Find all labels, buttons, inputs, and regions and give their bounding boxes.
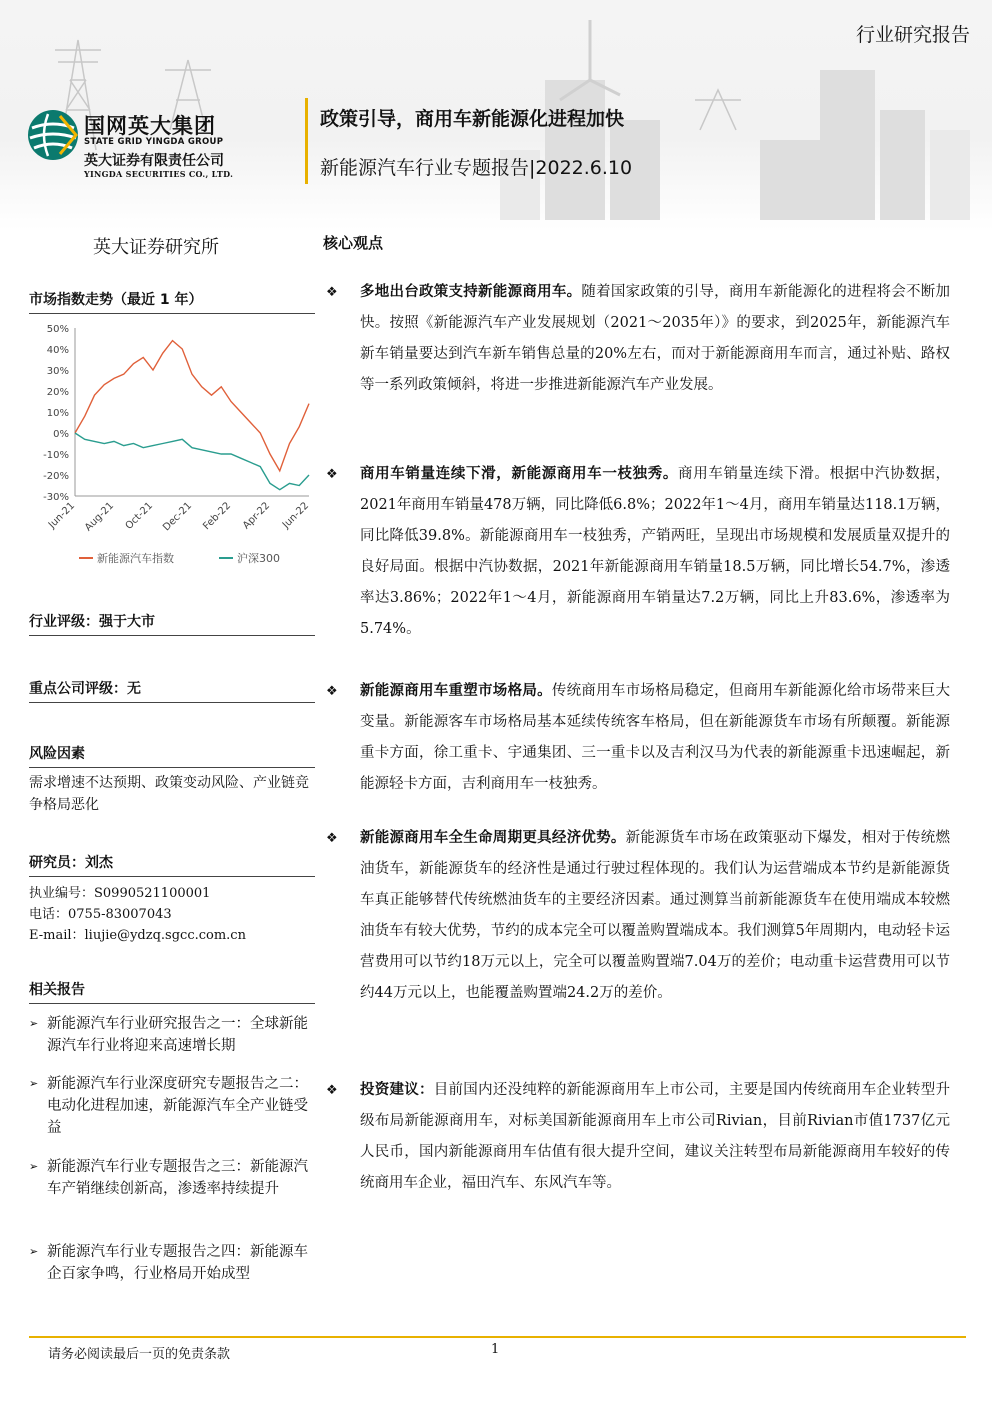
y-tick-label: 10% <box>46 408 69 419</box>
legend-label: 新能源汽车指数 <box>97 552 174 565</box>
related-reports-heading: 相关报告 <box>29 979 315 1004</box>
y-tick-label: -10% <box>43 450 69 461</box>
analyst-phone: 电话：0755-83007043 <box>29 907 172 922</box>
paragraph-lead: 多地出台政策支持新能源商用车。 <box>360 284 582 300</box>
diamond-bullet-icon: ❖ <box>326 285 338 300</box>
x-tick-label: Feb-22 <box>201 500 234 533</box>
arrow-icon: ➢ <box>29 1017 39 1030</box>
logo-subsidiary-name-en: YINGDA SECURITIES CO., LTD. <box>84 169 234 179</box>
company-logo-icon <box>26 108 80 166</box>
core-paragraph <box>360 823 950 1009</box>
arrow-icon: ➢ <box>29 1245 39 1258</box>
related-report-title: 新能源汽车行业专题报告之三：新能源汽车产销继续创新高，渗透率持续提升 <box>47 1159 308 1197</box>
research-institute: 英大证券研究所 <box>93 237 219 258</box>
y-tick-label: 20% <box>46 387 69 398</box>
arrow-icon: ➢ <box>29 1160 39 1173</box>
paragraph-lead: 投资建议： <box>360 1082 434 1098</box>
related-report-item[interactable] <box>29 1241 321 1285</box>
series-line <box>75 341 309 471</box>
page-number: 1 <box>491 1342 500 1357</box>
risk-text: 需求增速不达预期、政策变动风险、产业链竞争格局恶化 <box>29 775 309 813</box>
core-paragraph <box>360 277 950 401</box>
y-tick-label: 40% <box>46 345 69 356</box>
y-tick-label: -20% <box>43 471 69 482</box>
related-report-title: 新能源汽车行业深度研究专题报告之二：电动化进程加速，新能源汽车全产业链受益 <box>47 1076 308 1136</box>
footer-disclaimer[interactable]: 请务必阅读最后一页的免责条款 <box>48 1347 231 1362</box>
paragraph-lead: 新能源商用车全生命周期更具经济优势。 <box>360 830 626 846</box>
diamond-bullet-icon: ❖ <box>326 1083 338 1098</box>
paragraph-text: 新能源货车市场在政策驱动下爆发，相对于传统燃油货车，新能源货车的经济性是通过行驶过程体现的。我们认为运营端成本节约是新能源货车真正能够替代传统燃油货车的主要经济因素。通过测算当前新能源货车在使用端成本较燃油货车有较大优势，节约的成本完全可以覆盖购置端成本。我们测算5年周期内，电动轻卡运营费用可以节约18万元以上，完全可以覆盖购置端7.04万的差价；电动重卡运营费用可以节约44万元以上，也能覆盖购置端24.2万的差价。 <box>360 830 951 1001</box>
chart-series <box>75 341 309 490</box>
y-tick-label: 0% <box>53 429 69 440</box>
logo-subsidiary-name: 英大证券有限责任公司 <box>84 153 224 169</box>
x-tick-label: Oct-21 <box>123 500 156 532</box>
header-divider <box>305 98 308 184</box>
paragraph-text: 随着国家政策的引导，商用车新能源化的进程将会不断加快。按照《新能源汽车产业发展规划（2021～2035年）》的要求，到2025年，新能源汽车新车销量要达到汽车新车销售总量的20%左右，而对于新能源商用车而言，通过补贴、路权等一系列政策倾斜，将进一步推进新能源汽车产业发展。 <box>360 284 951 393</box>
report-title: 政策引导，商用车新能源化进程加快 <box>320 108 625 130</box>
x-tick-label: Aug-21 <box>82 500 117 534</box>
chart-axes <box>75 328 309 496</box>
related-report-item[interactable] <box>29 1073 321 1139</box>
arrow-icon: ➢ <box>29 1077 39 1090</box>
paragraph-lead: 商用车销量连续下滑，新能源商用车一枝独秀。 <box>360 466 679 482</box>
related-report-title: 新能源汽车行业专题报告之四：新能源车企百家争鸣，行业格局开始成型 <box>47 1244 308 1282</box>
market-index-chart <box>29 318 319 578</box>
diamond-bullet-icon: ❖ <box>326 684 338 699</box>
x-tick-label: Dec-21 <box>161 500 195 534</box>
core-paragraph <box>360 459 950 645</box>
x-tick-label: Apr-22 <box>241 500 273 532</box>
risk-heading: 风险因素 <box>29 743 315 768</box>
related-report-item[interactable] <box>29 1156 321 1200</box>
paragraph-text: 商用车销量连续下滑。根据中汽协数据，2021年商用车销量478万辆，同比降低6.8%；2022年1～4月，商用车销量达118.1万辆，同比降低39.8%。新能源商用车一枝独秀，产销两旺，呈现出市场规模和发展质量双提升的良好局面。根据中汽协数据，2021年新能源商用车销量18.5万辆，同比增长54.7%，渗透率达3.86%；2022年1～4月，新能源商用车销量达7.2万辆，同比上升83.6%，渗透率为5.74%。 <box>360 466 951 637</box>
y-tick-label: 30% <box>46 366 69 377</box>
report-subtitle: 新能源汽车行业专题报告|2022.6.10 <box>320 157 633 179</box>
analyst-email[interactable]: E-mail：liujie@ydzq.sgcc.com.cn <box>29 928 246 943</box>
core-views-heading: 核心观点 <box>323 234 384 252</box>
y-tick-label: 50% <box>46 324 69 335</box>
core-paragraph <box>360 676 950 800</box>
company-rating: 重点公司评级：无 <box>29 678 315 703</box>
core-paragraph <box>360 1075 950 1199</box>
paragraph-text: 传统商用车市场格局稳定，但商用车新能源化给市场带来巨大变量。新能源客车市场格局基本延续传统客车格局，但在新能源货车市场有所颠覆。新能源重卡方面，徐工重卡、宇通集团、三一重卡以及吉利汉马为代表的新能源重卡迅速崛起，新能源轻卡方面，吉利商用车一枝独秀。 <box>360 683 951 792</box>
industry-rating: 行业评级：强于大市 <box>29 611 315 636</box>
related-report-item[interactable] <box>29 1013 321 1057</box>
legend-label: 沪深300 <box>237 552 280 565</box>
document-type-label: 行业研究报告 <box>855 24 970 46</box>
diamond-bullet-icon: ❖ <box>326 467 338 482</box>
chart-heading: 市场指数走势（最近 1 年） <box>29 289 315 314</box>
diamond-bullet-icon: ❖ <box>326 831 338 846</box>
x-tick-label: Jun-22 <box>280 500 312 531</box>
chart-labels <box>43 324 311 565</box>
analyst-cert: 执业编号：S0990521100001 <box>29 886 211 901</box>
paragraph-text: 目前国内还没纯粹的新能源商用车上市公司，主要是国内传统商用车企业转型升级布局新能源商用车，对标美国新能源商用车上市公司Rivian，目前Rivian市值1737亿元人民币，国内新能源商用车估值有很大提升空间，建议关注转型布局新能源商用车较好的传统商用车企业，福田汽车、东风汽车等。 <box>360 1082 951 1191</box>
footer-divider <box>29 1336 966 1338</box>
logo-company-name: 国网英大集团 <box>84 114 216 138</box>
paragraph-lead: 新能源商用车重塑市场格局。 <box>360 683 552 699</box>
related-report-title: 新能源汽车行业研究报告之一：全球新能源汽车行业将迎来高速增长期 <box>47 1016 308 1054</box>
logo-company-name-en: STATE GRID YINGDA GROUP <box>84 137 224 147</box>
analyst-heading: 研究员：刘杰 <box>29 852 315 877</box>
x-tick-label: Jun-21 <box>46 500 78 531</box>
y-tick-label: -30% <box>43 492 69 503</box>
